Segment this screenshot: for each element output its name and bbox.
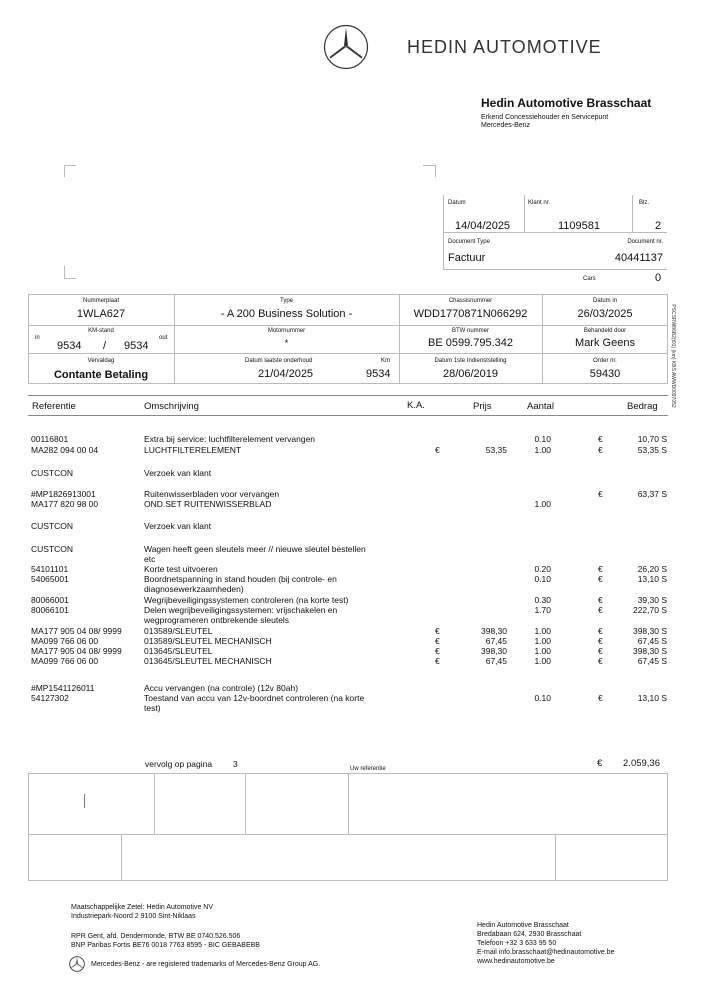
line-amount-currency: €	[598, 636, 603, 646]
document-number: 40441137	[614, 252, 663, 264]
dealer-email: E-mail info.brasschaat@hedinautomotive.be	[477, 949, 615, 956]
line-reference: 54065001	[31, 574, 69, 584]
line-quantity: 1.00	[534, 636, 551, 646]
due-date: Contante Betaling	[53, 369, 149, 381]
km-out: 9534	[124, 340, 149, 352]
line-quantity: 0.30	[534, 595, 551, 605]
line-price-currency: €	[435, 646, 440, 656]
subtotal: 2.059,36	[623, 758, 660, 769]
company-registration: RPR Gent, afd. Dendermonde, BTW BE 0740.526.506	[71, 933, 241, 940]
line-amount-currency: €	[598, 564, 603, 574]
line-amount-currency: €	[598, 693, 603, 703]
vehicle-type: - A 200 Business Solution -	[220, 308, 353, 320]
line-amount-currency: €	[598, 656, 603, 666]
vertical-margin-code: PSCSRW86B2(t01) (km) KBS AWWD0097052	[670, 304, 676, 408]
line-description: Toestand van accu van 12v-boordnet controleren (na korte	[144, 693, 365, 703]
last-service-km: 9534	[366, 368, 391, 380]
line-amount: 13,10 S	[637, 574, 667, 584]
km-label-2: Km	[381, 358, 390, 364]
subtotal-currency: €	[597, 758, 603, 769]
continued-page: 3	[233, 759, 238, 769]
col-aantal: Aantal	[527, 401, 554, 412]
stamp-grid	[28, 773, 668, 881]
km-out-label: out	[159, 335, 168, 341]
engine-number: *	[284, 338, 289, 349]
line-description: wegprogrameren ontbrekende sleutels	[144, 615, 290, 625]
line-quantity: 0.10	[534, 693, 551, 703]
mercedes-star-logo	[323, 24, 369, 70]
dealer-website: www.hedinautomotive.be	[477, 958, 555, 965]
line-description: LUCHTFILTERELEMENT	[144, 445, 242, 455]
line-description: Boordnetspanning in stand houden (bij controle- en	[144, 574, 337, 584]
line-price: 67,45	[485, 656, 507, 666]
line-quantity: 1.00	[534, 646, 551, 656]
km-in-label: in	[35, 335, 40, 341]
registered-office-address: Industriepark-Noord 2 9100 Sint-Niklaas	[71, 913, 196, 920]
client-number-label: Klant nr.	[528, 200, 551, 206]
line-quantity: 0.10	[534, 434, 551, 444]
line-description: Wagen heeft geen sleutels meer // nieuwe sleutel bestellen	[144, 544, 366, 554]
address-corner-tr-v	[435, 165, 436, 177]
line-amount-currency: €	[598, 489, 603, 499]
first-registration-date: 28/06/2019	[442, 368, 499, 380]
line-quantity: 1.00	[534, 626, 551, 636]
line-amount: 67,45 S	[637, 636, 667, 646]
line-price: 53,35	[485, 445, 507, 455]
chassis-number: WDD1770871N066292	[413, 308, 528, 320]
line-quantity: 0.10	[534, 574, 551, 584]
line-reference: CUSTCON	[31, 468, 74, 478]
date-label: Datum	[448, 200, 466, 206]
date-in-label: Datum in	[592, 298, 617, 304]
date-in: 26/03/2025	[577, 308, 633, 320]
engine-number-label: Motornummer	[267, 328, 306, 334]
continued-label: vervolg op pagina	[145, 759, 213, 769]
col-referentie: Referentie	[32, 401, 76, 412]
bank-details: BNP Paribas Fortis BE76 0018 7763 8595 - BIC GEBABEBB	[71, 942, 260, 949]
address-corner-tl-v	[64, 165, 65, 177]
last-service-label: Datum laatste onderhoud	[245, 358, 313, 364]
line-description: Ruitenwisserbladen voor vervangen	[144, 489, 280, 499]
line-description: OND.SET RUITENWISSERBLAD	[144, 499, 272, 509]
line-reference: 54127302	[31, 693, 69, 703]
dealer-address-name: Hedin Automotive Brasschaat	[477, 922, 569, 929]
line-reference: #MP1826913001	[31, 489, 96, 499]
page-label: Blz.	[639, 200, 650, 206]
line-price: 67,45	[485, 636, 507, 646]
line-quantity: 0.20	[534, 564, 551, 574]
line-description: 013645/SLEUTEL	[144, 646, 213, 656]
dealer-name: Hedin Automotive Brasschaat	[481, 96, 652, 110]
line-reference: MA177 820 98 00	[31, 499, 99, 509]
line-description: 013645/SLEUTEL MECHANISCH	[144, 656, 272, 666]
line-reference: #MP1541126011	[31, 683, 95, 693]
line-description: etc	[144, 554, 156, 564]
km-separator: /	[103, 340, 107, 352]
order-number: 59430	[589, 368, 621, 380]
line-description: Verzoek van klant	[144, 521, 212, 531]
line-amount: 398,30 S	[632, 626, 667, 636]
dealer-address-street: Bredabaan 624, 2930 Brasschaat	[477, 931, 582, 938]
line-amount: 10,70 S	[637, 434, 667, 444]
first-registration-label: Datum 1ste Indienststelling	[434, 358, 507, 364]
dealer-subtitle: Erkend Concessiehouder en Servicepunt	[481, 114, 609, 121]
line-amount-currency: €	[598, 595, 603, 605]
order-number-label: Order nr.	[593, 358, 617, 364]
line-price: 398,30	[481, 626, 507, 636]
line-amount-currency: €	[598, 445, 603, 455]
last-service-date: 21/04/2025	[258, 368, 314, 380]
due-date-label: Vervaldag	[87, 358, 115, 364]
vat-number: BE 0599.795.342	[427, 337, 514, 349]
line-quantity: 1.00	[534, 656, 551, 666]
line-amount: 398,30 S	[632, 646, 667, 656]
line-reference: CUSTCON	[31, 521, 74, 531]
table-header-line	[28, 395, 668, 396]
invoice-date: 14/04/2025	[455, 220, 511, 232]
line-price: 398,30	[481, 646, 507, 656]
chassis-label: Chassisnummer	[448, 298, 493, 304]
line-quantity: 1.70	[534, 605, 551, 615]
address-corner-tr	[423, 165, 435, 166]
km-in: 9534	[57, 340, 82, 352]
line-reference: MA282 094 00 04	[31, 445, 99, 455]
page-number: 2	[655, 220, 662, 232]
vat-number-label: BTW nummer	[451, 328, 489, 334]
dealer-subtitle-brand: Mercedes-Benz	[481, 122, 531, 129]
trademark-notice: Mercedes-Benz - are registered trademarks of Mercedes-Benz Group AG.	[91, 961, 321, 968]
handled-by: Mark Geens	[575, 337, 635, 349]
address-corner-bl	[64, 278, 76, 279]
line-amount: 63,37 S	[637, 489, 667, 499]
line-reference: 00116801	[31, 434, 69, 444]
line-price-currency: €	[435, 445, 440, 455]
line-reference: MA099 766 06 00	[31, 656, 99, 666]
line-description: diagnosewerkzaamheden)	[144, 584, 244, 594]
line-price-currency: €	[435, 656, 440, 666]
vehicle-type-label: Type	[279, 298, 293, 304]
cars-value: 0	[655, 272, 662, 284]
col-omschrijving: Omschrijving	[144, 401, 199, 412]
line-reference: 80066001	[31, 595, 69, 605]
brand-name: HEDIN AUTOMOTIVE	[407, 37, 602, 57]
client-number: 1109581	[558, 220, 601, 232]
document-type: Factuur	[448, 252, 486, 264]
col-bedrag: Bedrag	[627, 401, 658, 412]
cars-label: Cars	[583, 276, 596, 282]
line-amount-currency: €	[598, 434, 603, 444]
address-corner-tl	[64, 165, 76, 166]
line-quantity: 1.00	[534, 445, 551, 455]
col-prijs: Prijs	[473, 401, 492, 412]
your-reference-label: Uw referentie	[350, 766, 386, 772]
mercedes-star-small-icon	[69, 956, 85, 972]
address-corner-bl-v	[64, 266, 65, 278]
line-description: Wegrijbeveiligingssystemen controleren (na korte test)	[144, 595, 349, 605]
line-price-currency: €	[435, 626, 440, 636]
dealer-phone: Telefoon +32 3 633 95 50	[477, 940, 557, 947]
registered-office: Maatschappelijke Zetel: Hedin Automotive NV	[71, 904, 214, 911]
line-description: 013589/SLEUTEL MECHANISCH	[144, 636, 272, 646]
license-plate: 1WLA627	[76, 308, 126, 320]
line-amount: 26,20 S	[637, 564, 667, 574]
line-amount: 53,35 S	[637, 445, 667, 455]
line-reference: CUSTCON	[31, 544, 74, 554]
line-description: 013589/SLEUTEL	[144, 626, 213, 636]
handled-by-label: Behandeld door	[583, 328, 627, 334]
line-reference: MA099 766 06 00	[31, 636, 99, 646]
document-number-label: Document nr.	[627, 239, 663, 245]
document-type-label: Document Type	[448, 239, 490, 245]
line-price-currency: €	[435, 636, 440, 646]
line-reference: 80066101	[31, 605, 69, 615]
license-plate-label: Nummerplaat	[82, 298, 119, 304]
line-amount-currency: €	[598, 574, 603, 584]
line-amount: 67,45 S	[637, 656, 667, 666]
line-description: Extra bij service: luchtfilterelement vervangen	[144, 434, 316, 444]
line-description: Accu vervangen (na controle) (12v 80ah)	[144, 683, 299, 693]
line-reference: 54101101	[31, 564, 69, 574]
km-label: KM-stand	[88, 328, 114, 334]
line-amount: 222,70 S	[632, 605, 667, 615]
line-quantity: 1.00	[534, 499, 551, 509]
line-description: test)	[144, 703, 161, 713]
line-amount: 39,30 S	[637, 595, 667, 605]
line-reference: MA177 905 04 08/ 9999	[31, 626, 122, 636]
line-amount-currency: €	[598, 646, 603, 656]
line-description: Korte test uitvoeren	[144, 564, 218, 574]
line-amount-currency: €	[598, 605, 603, 615]
line-description: Verzoek van klant	[144, 468, 212, 478]
line-amount: 13,10 S	[637, 693, 667, 703]
table-header-underline	[28, 415, 668, 416]
line-description: Delen wegrijbeveiligingssystemen: vrijschakelen en	[144, 605, 338, 615]
col-ka: K.A.	[407, 400, 425, 411]
line-reference: MA177 905 04 08/ 9999	[31, 646, 122, 656]
line-amount-currency: €	[598, 626, 603, 636]
